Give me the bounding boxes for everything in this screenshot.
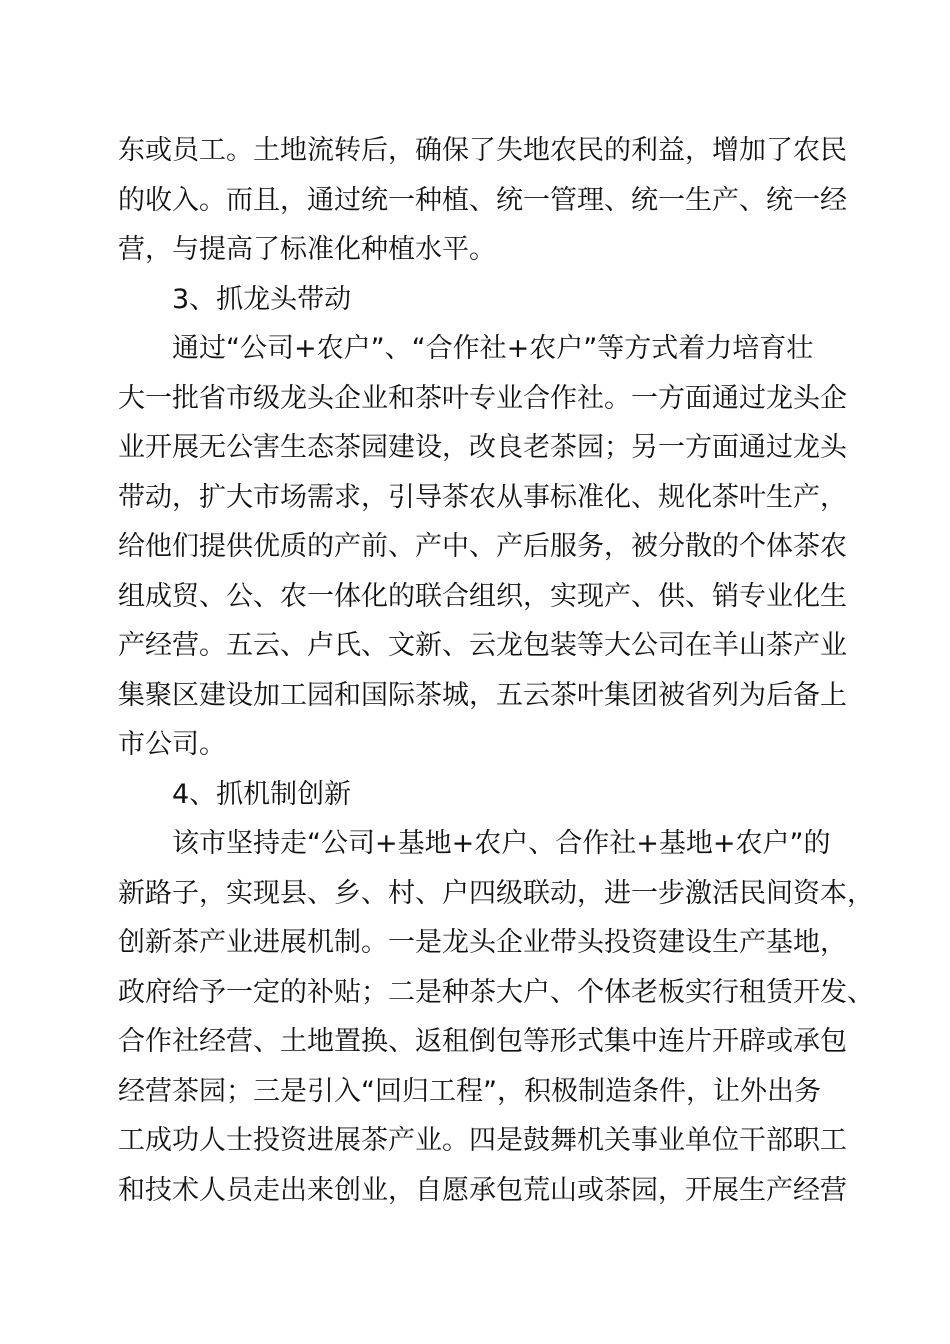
text-line: 该市坚持走“公司+基地+农户、合作社+基地+农户”的 [172,828,831,859]
text-line: 合作社经营、土地置换、返租倒包等形式集中连片开辟或承包 [118,1026,847,1057]
text-line: 带动，扩大市场需求，引导茶农从事标准化、规化茶叶生产， [118,481,847,513]
text-line: 新路子，实现县、乡、村、户四级联动，进一步激活民间资本， [118,877,874,909]
text-line: 东或员工。土地流转后，确保了失地农民的利益，增加了农民 [118,135,847,166]
text-line: 大一批省市级龙头企业和茶叶专业合作社。一方面通过龙头企 [118,382,847,414]
body-text [118,126,874,1215]
section-heading-4: 4、抓机制创新 [172,778,352,810]
text-line: 的收入。而且，通过统一种植、统一管理、统一生产、统一经 [118,184,847,216]
text-line: 经营茶园；三是引入“回归工程”，积极制造条件，让外出务 [118,1075,821,1107]
text-line: 通过“公司+农户”、“合作社+农户”等方式着力培育壮 [172,333,814,364]
text-line: 政府给予一定的补贴；二是种茶大户、个体老板实行租赁开发、 [118,976,874,1008]
text-line: 营，与提高了标准化种植水平。 [118,234,496,265]
text-line: 给他们提供优质的产前、产中、产后服务，被分散的个体茶农 [118,531,847,562]
text-line: 和技术人员走出来创业，自愿承包荒山或茶园，开展生产经营 [118,1174,847,1206]
text-line: 市公司。 [118,729,226,760]
text-line: 集聚区建设加工园和国际茶城，五云茶叶集团被省列为后备上 [118,679,847,711]
text-line: 创新茶产业进展机制。一是龙头企业带头投资建设生产基地， [118,927,847,958]
section-heading-3: 3、抓龙头带动 [172,283,352,315]
text-line: 组成贸、公、农一体化的联合组织，实现产、供、销专业化生 [118,580,847,612]
text-line: 业开展无公害生态茶园建设，改良老茶园；另一方面通过龙头 [118,432,847,463]
text-line: 工成功人士投资进展茶产业。四是鼓舞机关事业单位干部职工 [118,1125,847,1156]
text-line: 产经营。五云、卢氏、文新、云龙包装等大公司在羊山茶产业 [118,630,847,661]
